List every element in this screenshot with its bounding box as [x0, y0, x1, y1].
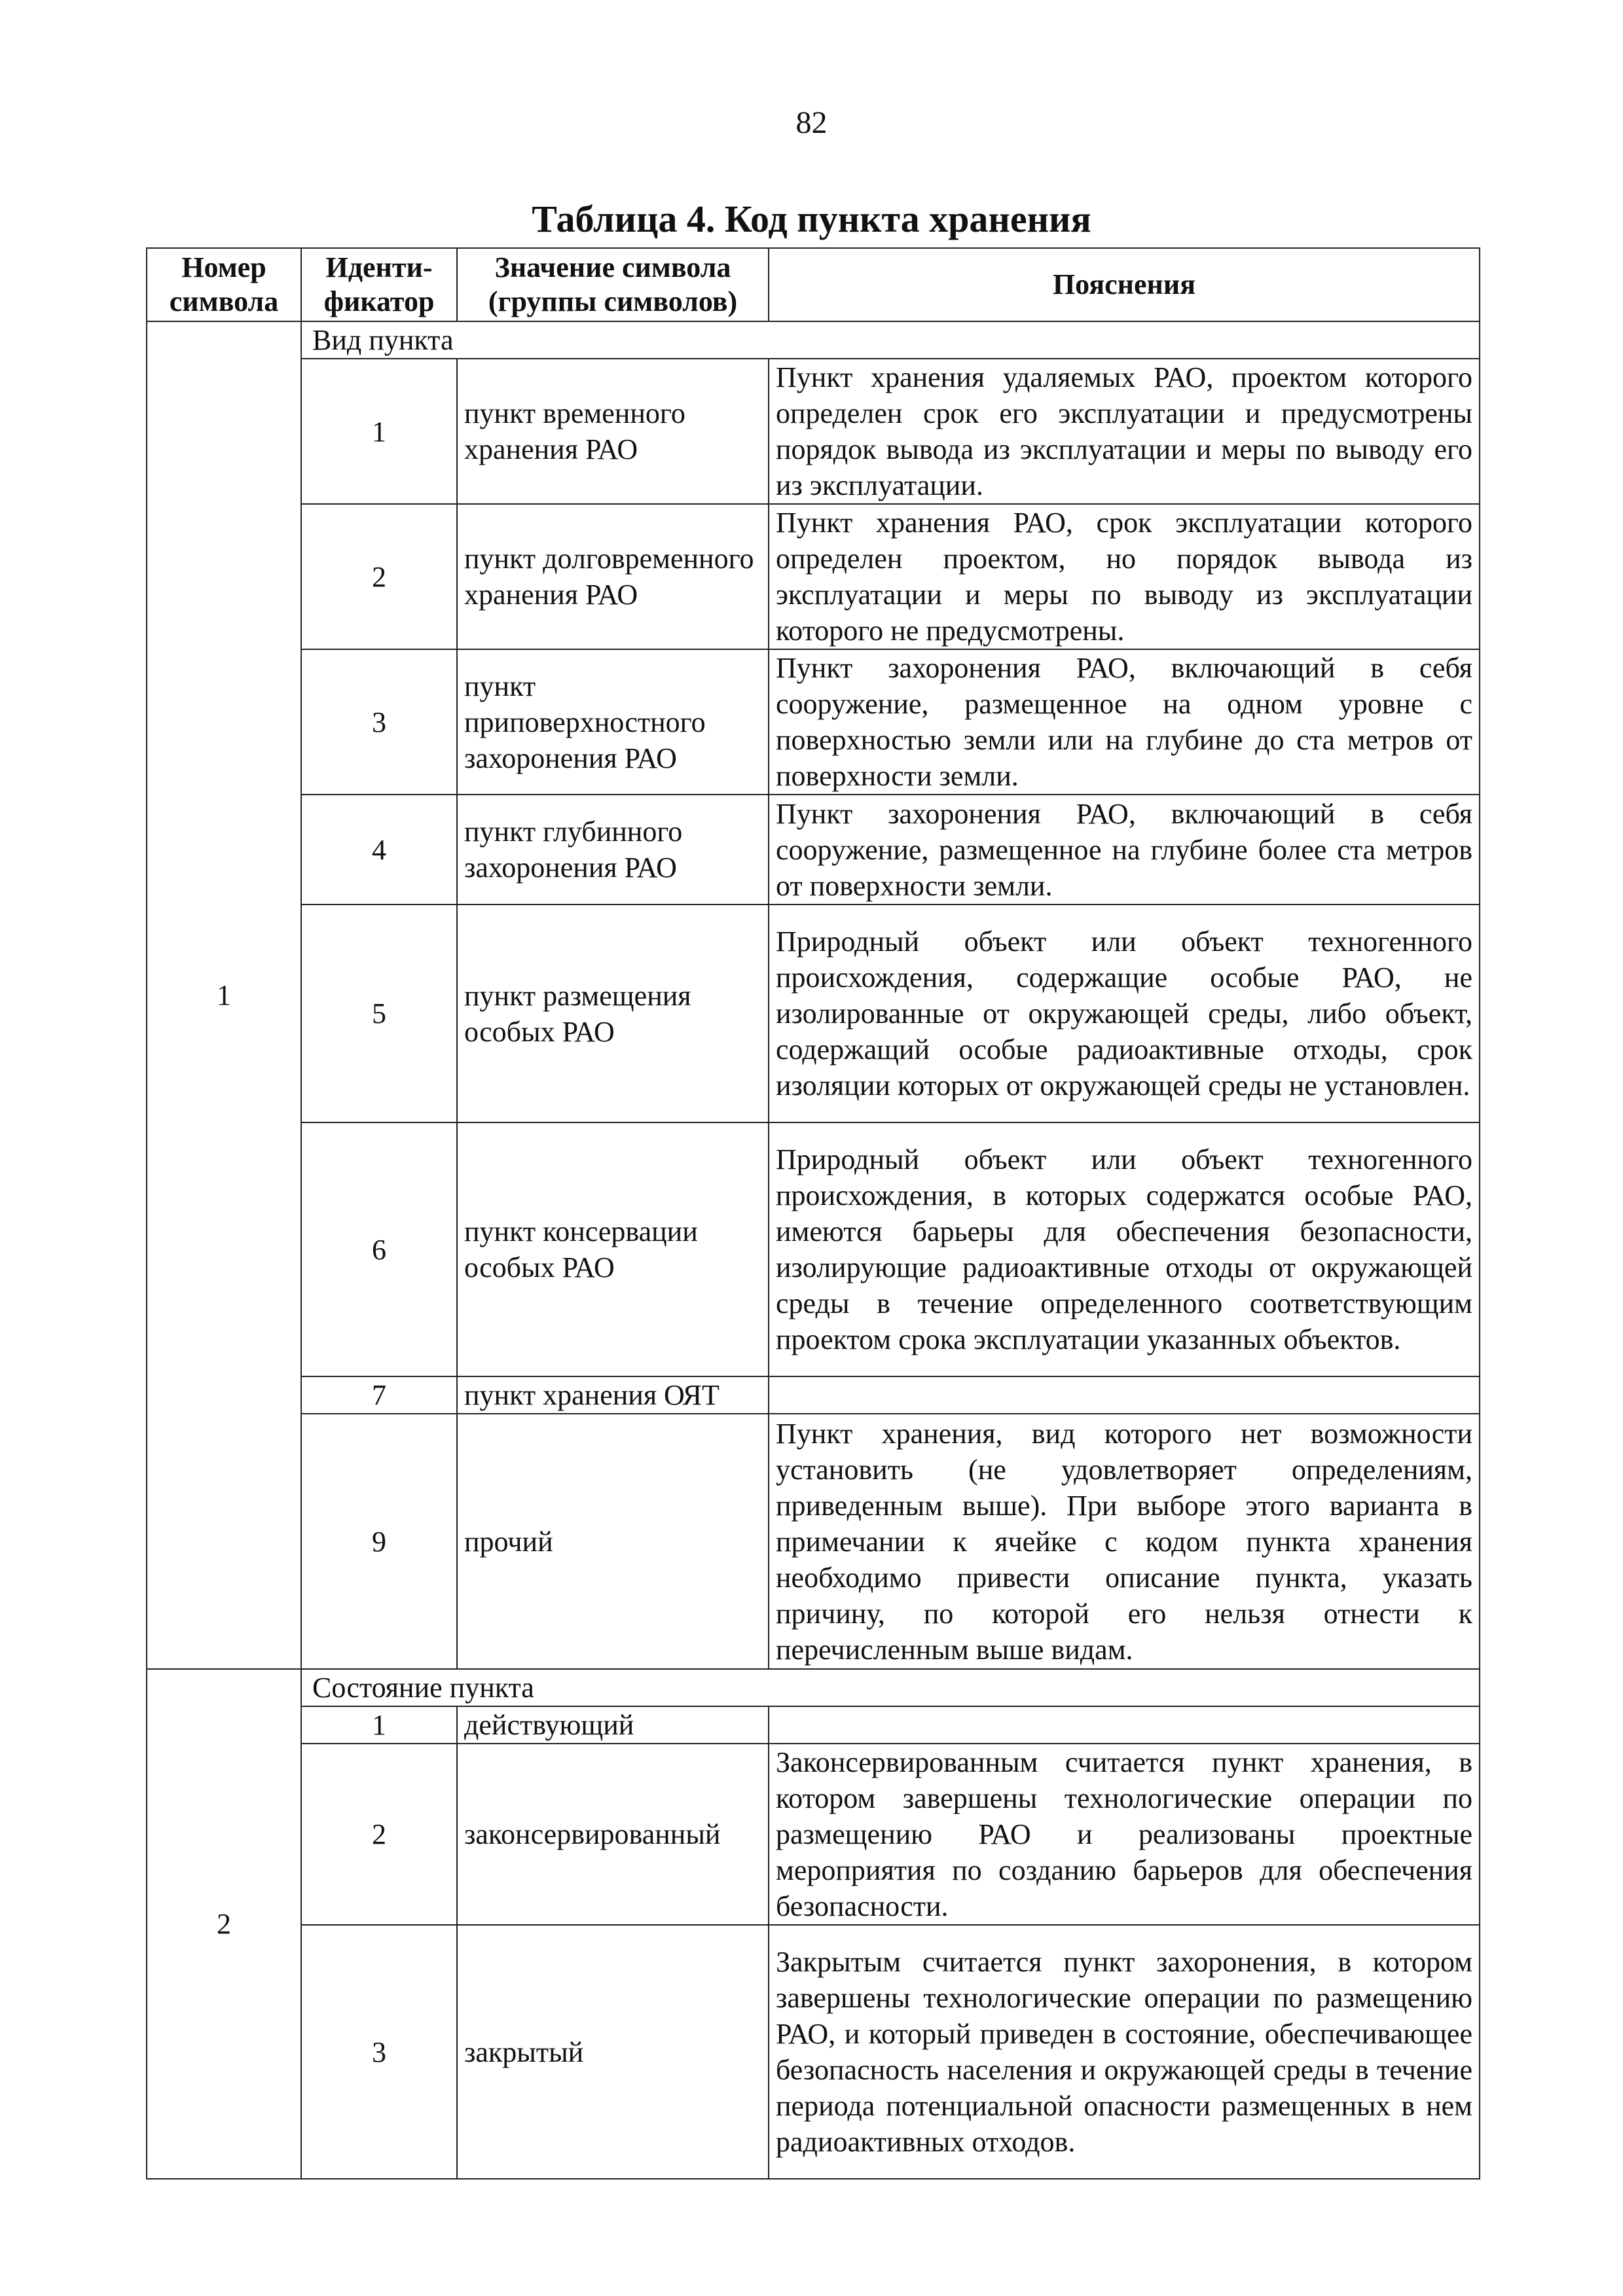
explanation-cell: [769, 1376, 1480, 1414]
page-number: 82: [795, 105, 828, 140]
explanation-cell: Закрытым считается пункт захоронения, в котором завершены технологические операции по размещению РАО, и который приведен в состояние, обеспечивающее безопасность населения и окружающей среды в течение периода потенциальной опасности размещенных в нем радиоактивных отходов.: [769, 1925, 1480, 2179]
header-symbol-number-line1: Номер: [181, 251, 266, 283]
explanation-cell: Природный объект или объект техногенного происхождения, в которых содержатся особые РАО, имеются барьеры для обеспечения безопасности, изолирующие радиоактивные отходы от окружающей среды в течение определенного соответствующим проектом срока эксплуатации указанных объектов.: [769, 1122, 1480, 1376]
header-identifier-line2: фикатор: [323, 285, 435, 317]
identifier-cell: 1: [301, 1706, 457, 1744]
header-symbol-number: [147, 248, 301, 321]
group-row-state: [147, 1669, 1480, 1706]
explanation-cell: Пункт хранения удаляемых РАО, проектом которого определен срок его эксплуатации и предусмотрены порядок вывода из эксплуатации и меры по выводу его из эксплуатации.: [769, 359, 1480, 504]
explanation-cell: Природный объект или объект техногенного происхождения, содержащие особые РАО, не изолированные от окружающей среды, либо объект, содержащий особые радиоактивные отходы, срок изоляции которых от окружающей среды не установлен.: [769, 905, 1480, 1122]
identifier-cell: 9: [301, 1414, 457, 1669]
explanation-cell: Пункт захоронения РАО, включающий в себя сооружение, размещенное на глубине более ста метров от поверхности земли.: [769, 795, 1480, 905]
header-explanation: Пояснения: [769, 248, 1480, 321]
symbol-number-cell: 2: [147, 1669, 301, 2179]
header-meaning-line2: (группы символов): [488, 285, 738, 317]
explanation-cell: Законсервированным считается пункт хранения, в котором завершены технологические операции по размещению РАО и реализованы проектные мероприятия по созданию барьеров для обеспечения безопасности.: [769, 1744, 1480, 1925]
meaning-cell: пункт приповерхностного захоронения РАО: [457, 649, 769, 795]
group-title: Вид пункта: [301, 321, 1480, 359]
identifier-cell: 3: [301, 1925, 457, 2179]
identifier-cell: 3: [301, 649, 457, 795]
meaning-cell: закрытый: [457, 1925, 769, 2179]
symbol-number-cell: 1: [147, 321, 301, 1669]
explanation-cell: [769, 1706, 1480, 1744]
table-row: [147, 504, 1480, 649]
explanation-cell: Пункт захоронения РАО, включающий в себя сооружение, размещенное на одном уровне с поверхностью земли или на глубине до ста метров от поверхности земли.: [769, 649, 1480, 795]
meaning-cell: пункт долговременного хранения РАО: [457, 504, 769, 649]
table-row: [147, 1122, 1480, 1376]
header-meaning-line1: Значение символа: [494, 251, 731, 283]
table-title: Таблица 4. Код пункта хранения: [532, 198, 1091, 240]
meaning-cell: действующий: [457, 1706, 769, 1744]
header-identifier-line1: Иденти-: [325, 251, 433, 283]
meaning-cell: пункт глубинного захоронения РАО: [457, 795, 769, 905]
meaning-cell: пункт хранения ОЯТ: [457, 1376, 769, 1414]
table-row: [147, 905, 1480, 1122]
table-row: [147, 1925, 1480, 2179]
meaning-cell: пункт консервации особых РАО: [457, 1122, 769, 1376]
explanation-cell: Пункт хранения РАО, срок эксплуатации которого определен проектом, но порядок вывода из эксплуатации и меры по выводу из эксплуатации которого не предусмотрены.: [769, 504, 1480, 649]
header-identifier: [301, 248, 457, 321]
identifier-cell: 6: [301, 1122, 457, 1376]
meaning-cell: законсервированный: [457, 1744, 769, 1925]
group-row-type: [147, 321, 1480, 359]
identifier-cell: 1: [301, 359, 457, 504]
identifier-cell: 2: [301, 504, 457, 649]
table-header-row: [147, 248, 1480, 321]
identifier-cell: 7: [301, 1376, 457, 1414]
explanation-cell: Пункт хранения, вид которого нет возможности установить (не удовлетворяет определениям, приведенным выше). При выборе этого варианта в примечании к ячейке с кодом пункта хранения необходимо привести описание пункта, указать причину, по которой его нельзя отнести к перечисленным выше видам.: [769, 1414, 1480, 1669]
table-row: [147, 1744, 1480, 1925]
table-row: [147, 1706, 1480, 1744]
table-row: [147, 1376, 1480, 1414]
header-meaning: [457, 248, 769, 321]
table-row: [147, 1414, 1480, 1669]
table-row: [147, 359, 1480, 504]
group-title: Состояние пункта: [301, 1669, 1480, 1706]
code-table: [146, 247, 1480, 2179]
identifier-cell: 5: [301, 905, 457, 1122]
meaning-cell: пункт временного хранения РАО: [457, 359, 769, 504]
header-symbol-number-line2: символа: [169, 285, 279, 317]
table-row: [147, 795, 1480, 905]
identifier-cell: 4: [301, 795, 457, 905]
meaning-cell: прочий: [457, 1414, 769, 1669]
meaning-cell: пункт размещения особых РАО: [457, 905, 769, 1122]
table-row: [147, 649, 1480, 795]
identifier-cell: 2: [301, 1744, 457, 1925]
